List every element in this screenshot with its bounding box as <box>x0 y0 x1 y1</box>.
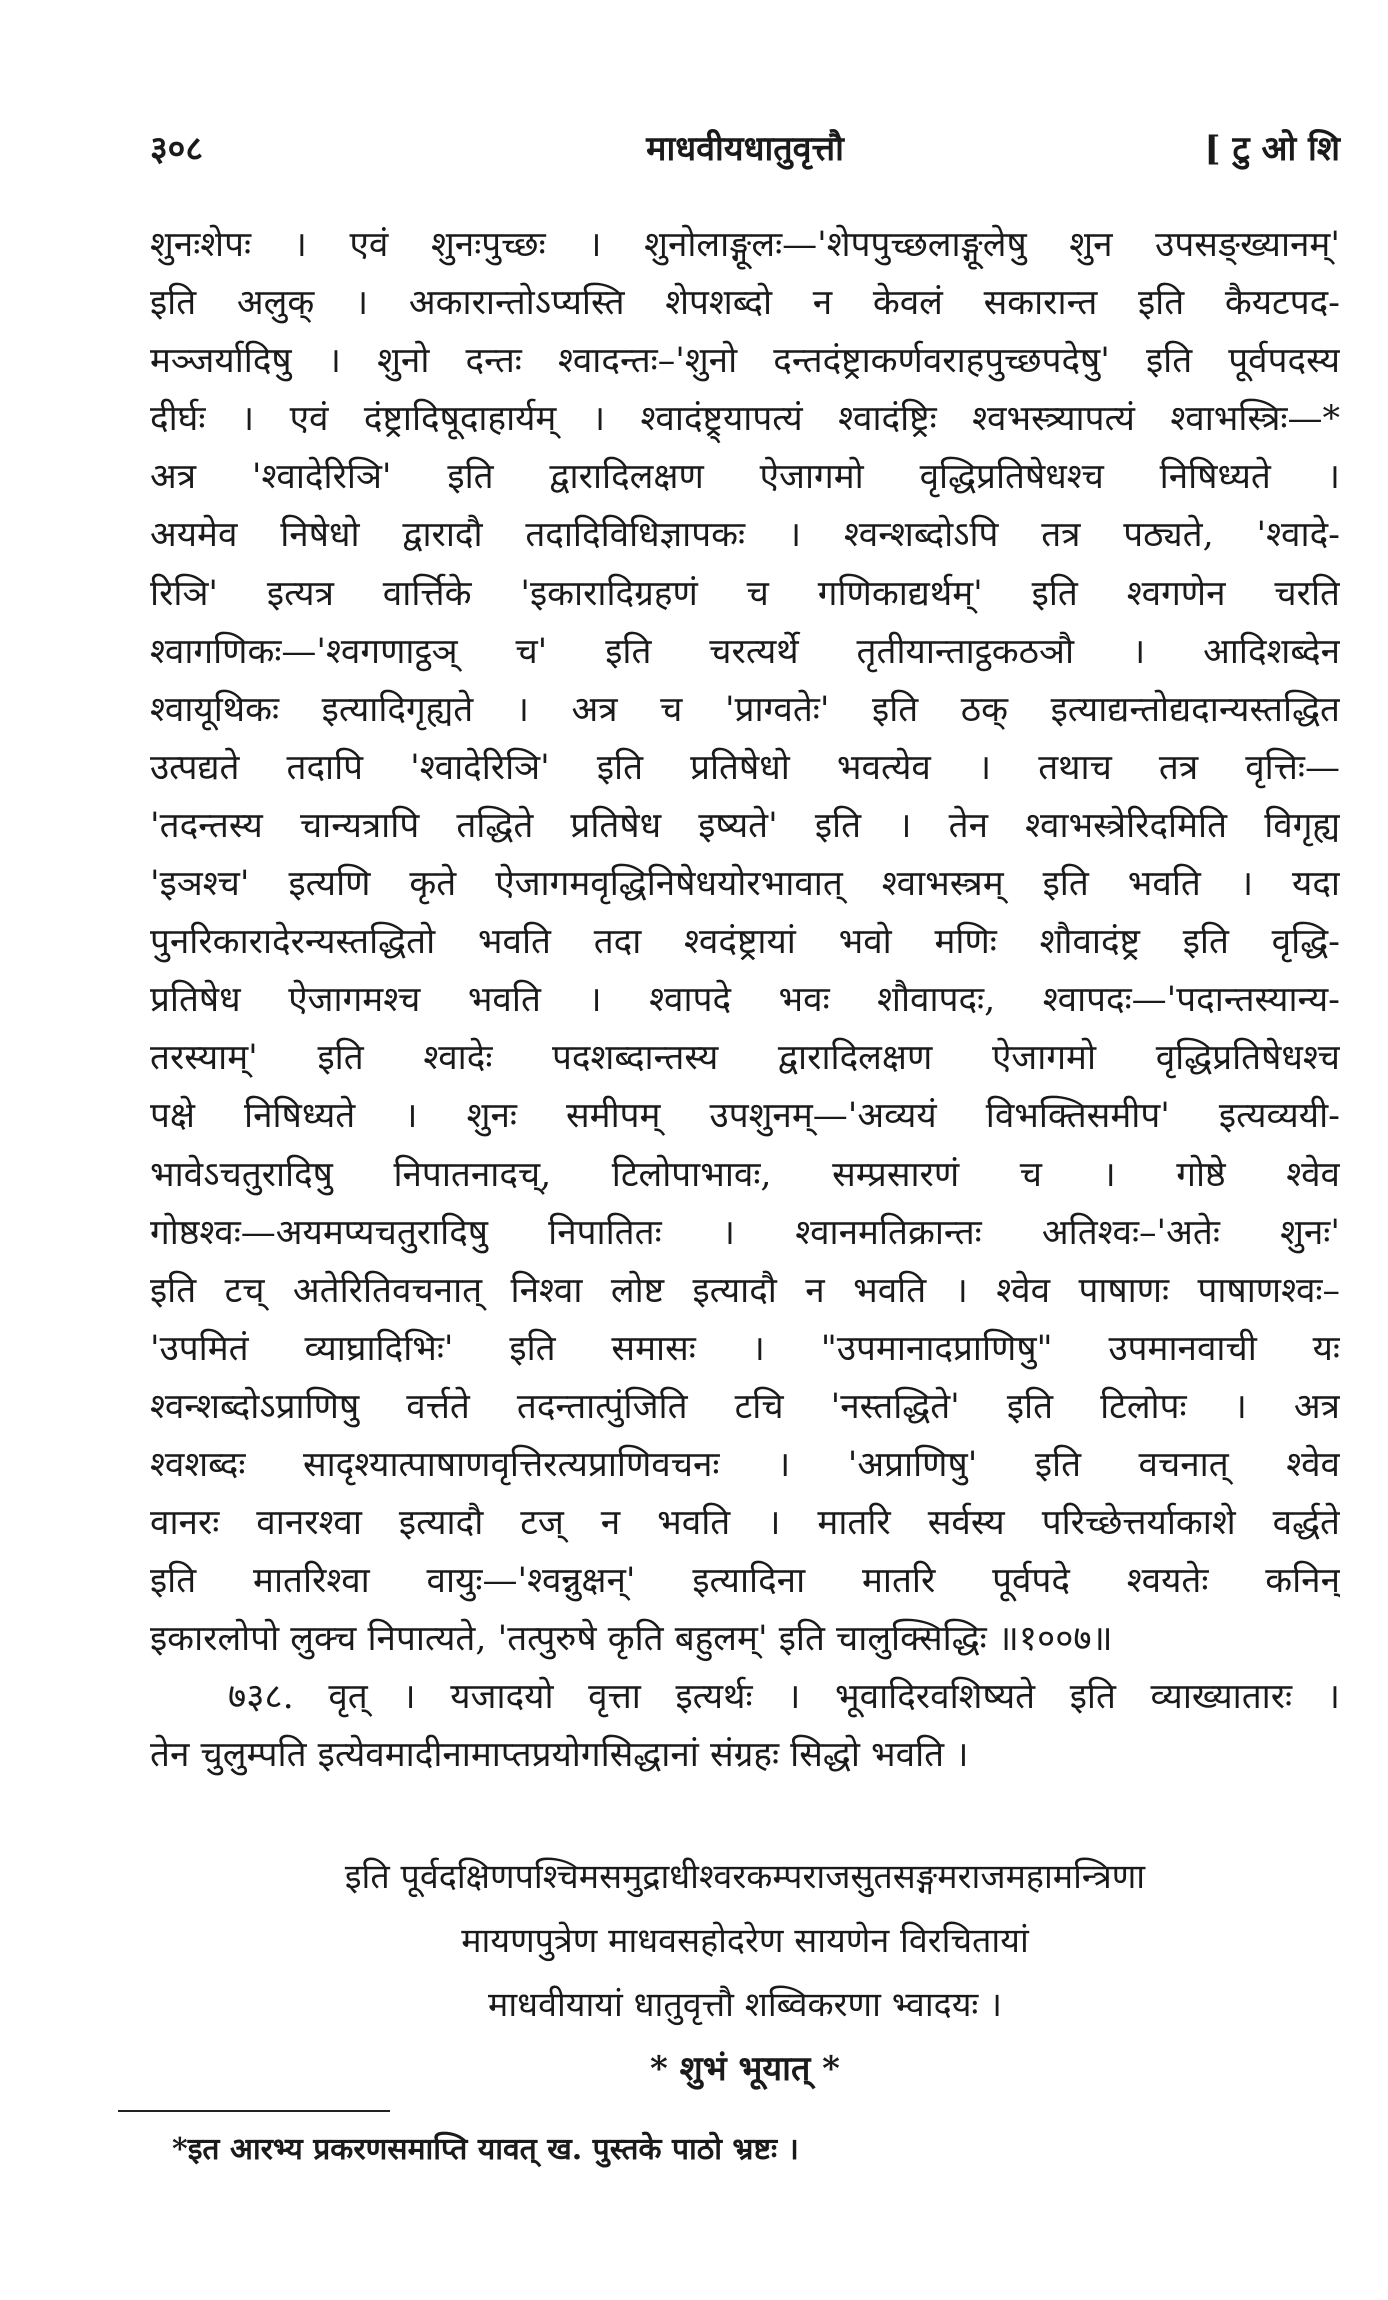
text-line: उत्पद्यते तदापि 'श्वादेरिञि' इति प्रतिषेधो भवत्येव । तथाच तत्र वृत्तिः— <box>150 747 1340 788</box>
text-line: रिञि' इत्यत्र वार्त्तिके 'इकारादिग्रहणं च गणिकाद्यर्थम्' इति श्वगणेन चरति <box>150 573 1340 614</box>
text-line: मञ्जर्यादिषु । शुनो दन्तः श्वादन्तः–'शुनो दन्तदंष्ट्राकर्णवराहपुच्छपदेषु' इति पूर्वपदस्य <box>150 341 1340 382</box>
text-line: इति अलुक् । अकारान्तोऽप्यस्ति शेपशब्दो न केवलं सकारान्त इति कैयटपद- <box>150 283 1340 324</box>
footnote-separator <box>118 2110 390 2112</box>
text-line: 'उपमितं व्याघ्रादिभिः' इति समासः । "उपमानादप्राणिषु" उपमानवाची यः <box>150 1328 1340 1369</box>
text-line: गोष्ठश्वः—अयमप्यचतुरादिषु निपातितः । श्वानमतिक्रान्तः अतिश्वः–'अतेः शुनः' <box>150 1212 1340 1253</box>
colophon-line: मायणपुत्रेण माधवसहोदरेण सायणेन विरचितायां <box>461 1921 1029 1961</box>
text-line: प्रतिषेध ऐजागमश्च भवति । श्वापदे भवः शौवापदः, श्वापदः—'पदान्तस्यान्य- <box>150 980 1340 1021</box>
colophon-line: माधवीयायां धातुवृत्तौ शब्विकरणा भ्वादयः । <box>488 1985 1002 2025</box>
text-line: श्वागणिकः—'श्वगणाट्ठञ् च' इति चरत्यर्थे तृतीयान्ताट्ठकठञौ । आदिशब्देन <box>150 631 1340 672</box>
text-line: 'इञश्च' इत्यणि कृते ऐजागमवृद्धिनिषेधयोरभावात् श्वाभस्त्रम् इति भवति । यदा <box>150 864 1340 905</box>
running-header <box>150 124 1340 180</box>
text-line: दीर्घः । एवं दंष्ट्रादिषूदाहार्यम् । श्वादंष्ट्र्यापत्यं श्वादंष्ट्रिः श्वभस्त्र्यापत्यं श्वाभस्त्रिः—* <box>150 399 1340 440</box>
text-line: वानरः वानरश्वा इत्यादौ टज् न भवति । मातरि सर्वस्य परिच्छेत्तर्याकाशे वर्द्धते <box>150 1503 1340 1544</box>
text-line: पक्षे निषिध्यते । शुनः समीपम् उपशुनम्—'अव्ययं विभक्तिसमीप' इत्यव्ययी- <box>150 1096 1340 1137</box>
sutra-entry-line: ७३८. वृत् । यजादयो वृत्ता इत्यर्थः । भूवादिरवशिष्यते इति व्याख्यातारः । <box>228 1677 1340 1718</box>
colophon-line: इति पूर्वदक्षिणपश्चिमसमुद्राधीश्वरकम्पराजसुतसङ्गमराजमहामन्त्रिणा <box>344 1857 1146 1897</box>
text-line: तरस्याम्' इति श्वादेः पदशब्दान्तस्य द्वारादिलक्षण ऐजागमो वृद्धिप्रतिषेधश्च <box>150 1038 1340 1079</box>
colophon <box>150 1845 1340 2101</box>
text-line: इति टच् अतेरितिवचनात् निश्वा लोष्ट इत्यादौ न भवति । श्वेव पाषाणः पाषाणश्वः– <box>150 1270 1340 1311</box>
commentary-text <box>150 216 1340 1785</box>
text-line: श्वन्शब्दोऽप्राणिषु वर्त्तते तदन्तात्पुंजिति टचि 'नस्तद्धिते' इति टिलोपः । अत्र <box>150 1386 1340 1427</box>
text-line: अत्र 'श्वादेरिञि' इति द्वारादिलक्षण ऐजागमो वृद्धिप्रतिषेधश्च निषिध्यते । <box>150 457 1340 498</box>
running-title: माधवीयधातुवृत्तौ <box>646 129 844 169</box>
text-line: 'तदन्तस्य चान्यत्रापि तद्धिते प्रतिषेध इष्यते' इति । तेन श्वाभस्त्रेरिदमिति विगृह्य <box>150 805 1340 846</box>
text-line: भावेऽचतुरादिषु निपातनादच्, टिलोपाभावः, सम्प्रसारणं च । गोष्ठे श्वेव <box>150 1154 1340 1195</box>
benediction: * शुभं भूयात् * <box>650 2049 840 2089</box>
text-line: पुनरिकारादेरन्यस्तद्धितो भवति तदा श्वदंष्ट्रायां भवो मणिः शौवादंष्ट्र इति वृद्धि- <box>150 922 1340 963</box>
page-number: ३०८ <box>150 129 204 169</box>
text-line: श्वशब्दः सादृश्यात्पाषाणवृत्तिरत्यप्राणिवचनः । 'अप्राणिषु' इति वचनात् श्वेव <box>150 1444 1340 1485</box>
root-range-marker: [ टु ओ शि <box>1204 129 1340 169</box>
text-line: अयमेव निषेधो द्वारादौ तदादिविधिज्ञापकः । श्वन्शब्दोऽपि तत्र पठ्यते, 'श्वादे- <box>150 515 1340 556</box>
text-line: श्वायूथिकः इत्यादिगृह्यते । अत्र च 'प्राग्वतेः' इति ठक् इत्याद्यन्तोद्यदान्यस्तद्धित <box>150 689 1340 730</box>
text-line: शुनःशेपः । एवं शुनःपुच्छः । शुनोलाङ्गूलः—'शेपपुच्छलाङ्गूलेषु शुन उपसङ्ख्यानम्' <box>150 225 1340 265</box>
text-line: इति मातरिश्वा वायुः—'श्वन्नुक्षन्' इत्यादिना मातरि पूर्वपदे श्वयतेः कनिन् <box>150 1561 1340 1602</box>
footnote: *इत आरभ्य प्रकरणसमाप्ति यावत् ख. पुस्तके पाठो भ्रष्टः । <box>172 2132 799 2167</box>
text-line: इकारलोपो लुक्च निपात्यते, 'तत्पुरुषे कृति बहुलम्' इति चालुक्सिद्धिः ॥१००७॥ <box>150 1619 1113 1660</box>
text-line: तेन चुलुम्पति इत्येवमादीनामाप्तप्रयोगसिद्धानां संग्रहः सिद्धो भवति । <box>150 1735 969 1776</box>
